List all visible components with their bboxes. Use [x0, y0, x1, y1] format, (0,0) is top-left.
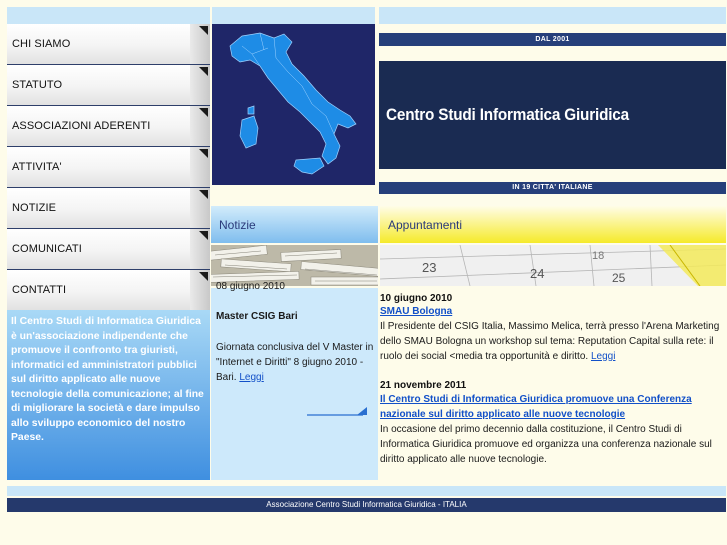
- menu-item-label: STATUTO: [12, 79, 63, 91]
- footer: [7, 498, 726, 512]
- event-item: [380, 379, 726, 467]
- top-strip-right: [379, 7, 726, 24]
- footer-text: Associazione Centro Studi Informatica Giuridica - ITALIA: [266, 500, 467, 509]
- site-banner: [379, 61, 726, 169]
- event-text-block: [380, 319, 726, 364]
- menu-item-chi-siamo[interactable]: [7, 24, 210, 65]
- menu-item-attivita[interactable]: [7, 147, 210, 188]
- event-text: In occasione del primo decennio dalla costituzione, il Centro Studi di Informatica Giuridica promuove ed organizza una conferenza nazionale sul diritto applicato alle nuove tecnologie.: [380, 424, 712, 465]
- corner-arrow-icon: [199, 67, 208, 76]
- corner-arrow-icon: [199, 26, 208, 35]
- calendar-number: 18: [592, 250, 605, 262]
- calendar-number: 23: [422, 260, 437, 275]
- menu-item-label: COMUNICATI: [12, 243, 82, 255]
- menu-item-statuto[interactable]: [7, 65, 210, 106]
- notizie-read-more-link[interactable]: Leggi: [239, 372, 264, 383]
- corner-arrow-icon: [199, 231, 208, 240]
- notizie-panel: [211, 281, 378, 480]
- notizie-item: [216, 340, 376, 385]
- menu-item-label: ASSOCIAZIONI ADERENTI: [12, 120, 151, 132]
- event-title-link[interactable]: Il Centro Studi di Informatica Giuridica promuove una Conferenza nazionale sul diritto applicato alle nuove tecnologie: [380, 394, 692, 420]
- italy-map-icon: [212, 24, 375, 185]
- appuntamenti-heading: Appuntamenti: [388, 218, 463, 232]
- event-date: 21 novembre 2011: [380, 380, 467, 391]
- appuntamenti-panel: [380, 292, 726, 467]
- menu-item-label: NOTIZIE: [12, 202, 57, 214]
- menu-item-contatti[interactable]: [7, 270, 210, 311]
- calendar-number: 24: [530, 266, 545, 281]
- notizie-heading: Notizie: [219, 218, 256, 232]
- banner-bottom-strip: IN 19 CITTA' ITALIANE: [379, 182, 726, 194]
- corner-arrow-icon: [199, 190, 208, 199]
- menu-item-label: CONTATTI: [12, 284, 67, 296]
- menu-item-comunicati[interactable]: [7, 229, 210, 270]
- intro-text: Il Centro Studi di Informatica Giuridica è un'associazione indipendente che promuove il confronto tra giuristi, informatici ed amministratori pubblici sul diritto applicato alle nuove tecnologie della comunicazione; al fine di migliorare la società e dare impulso allo sviluppo economico del nostro Paese.: [11, 316, 204, 443]
- corner-arrow-icon: [199, 149, 208, 158]
- site-title: Centro Studi Informatica Giuridica: [386, 105, 629, 124]
- event-item: [380, 292, 726, 364]
- menu-item-label: ATTIVITA': [12, 161, 62, 173]
- intro-panel: [7, 310, 210, 480]
- corner-arrow-icon: [199, 108, 208, 117]
- notizie-heading-bar: [211, 206, 378, 243]
- calendar-image: [380, 245, 726, 286]
- menu-item-associazioni-aderenti[interactable]: [7, 106, 210, 147]
- menu-item-notizie[interactable]: [7, 188, 210, 229]
- event-date: 10 giugno 2010: [380, 293, 453, 304]
- corner-arrow-icon: [199, 272, 208, 281]
- top-strip-left: [7, 7, 210, 24]
- appuntamenti-heading-bar: [380, 206, 726, 243]
- calendar-number: 25: [612, 271, 626, 285]
- main-menu: [7, 24, 210, 311]
- notizie-text: Giornata conclusiva del V Master in "Internet e Diritti" 8 giugno 2010 - Bari.: [216, 342, 374, 383]
- italy-map: [212, 24, 375, 185]
- notizie-date: 08 giugno 2010: [216, 281, 285, 292]
- event-title-link[interactable]: SMAU Bologna: [380, 306, 453, 317]
- footer-strip: [7, 486, 726, 496]
- page: [7, 7, 726, 512]
- menu-item-label: CHI SIAMO: [12, 38, 71, 50]
- banner-top-strip: DAL 2001: [379, 33, 726, 46]
- top-strip-middle: [212, 7, 375, 24]
- event-read-more-link[interactable]: Leggi: [590, 351, 616, 362]
- calendar-icon: [380, 245, 726, 286]
- notizie-title: Master CSIG Bari: [216, 311, 298, 322]
- arrow-right-icon: [307, 404, 369, 416]
- event-text: Il Presidente del CSIG Italia, Massimo Melica, terrà presso l'Arena Marketing dello SMAU Bologna un workshop sul tema: Reputation Capital sulla rete: il ruolo dei social <media tra opportunità e diritto.: [380, 321, 720, 362]
